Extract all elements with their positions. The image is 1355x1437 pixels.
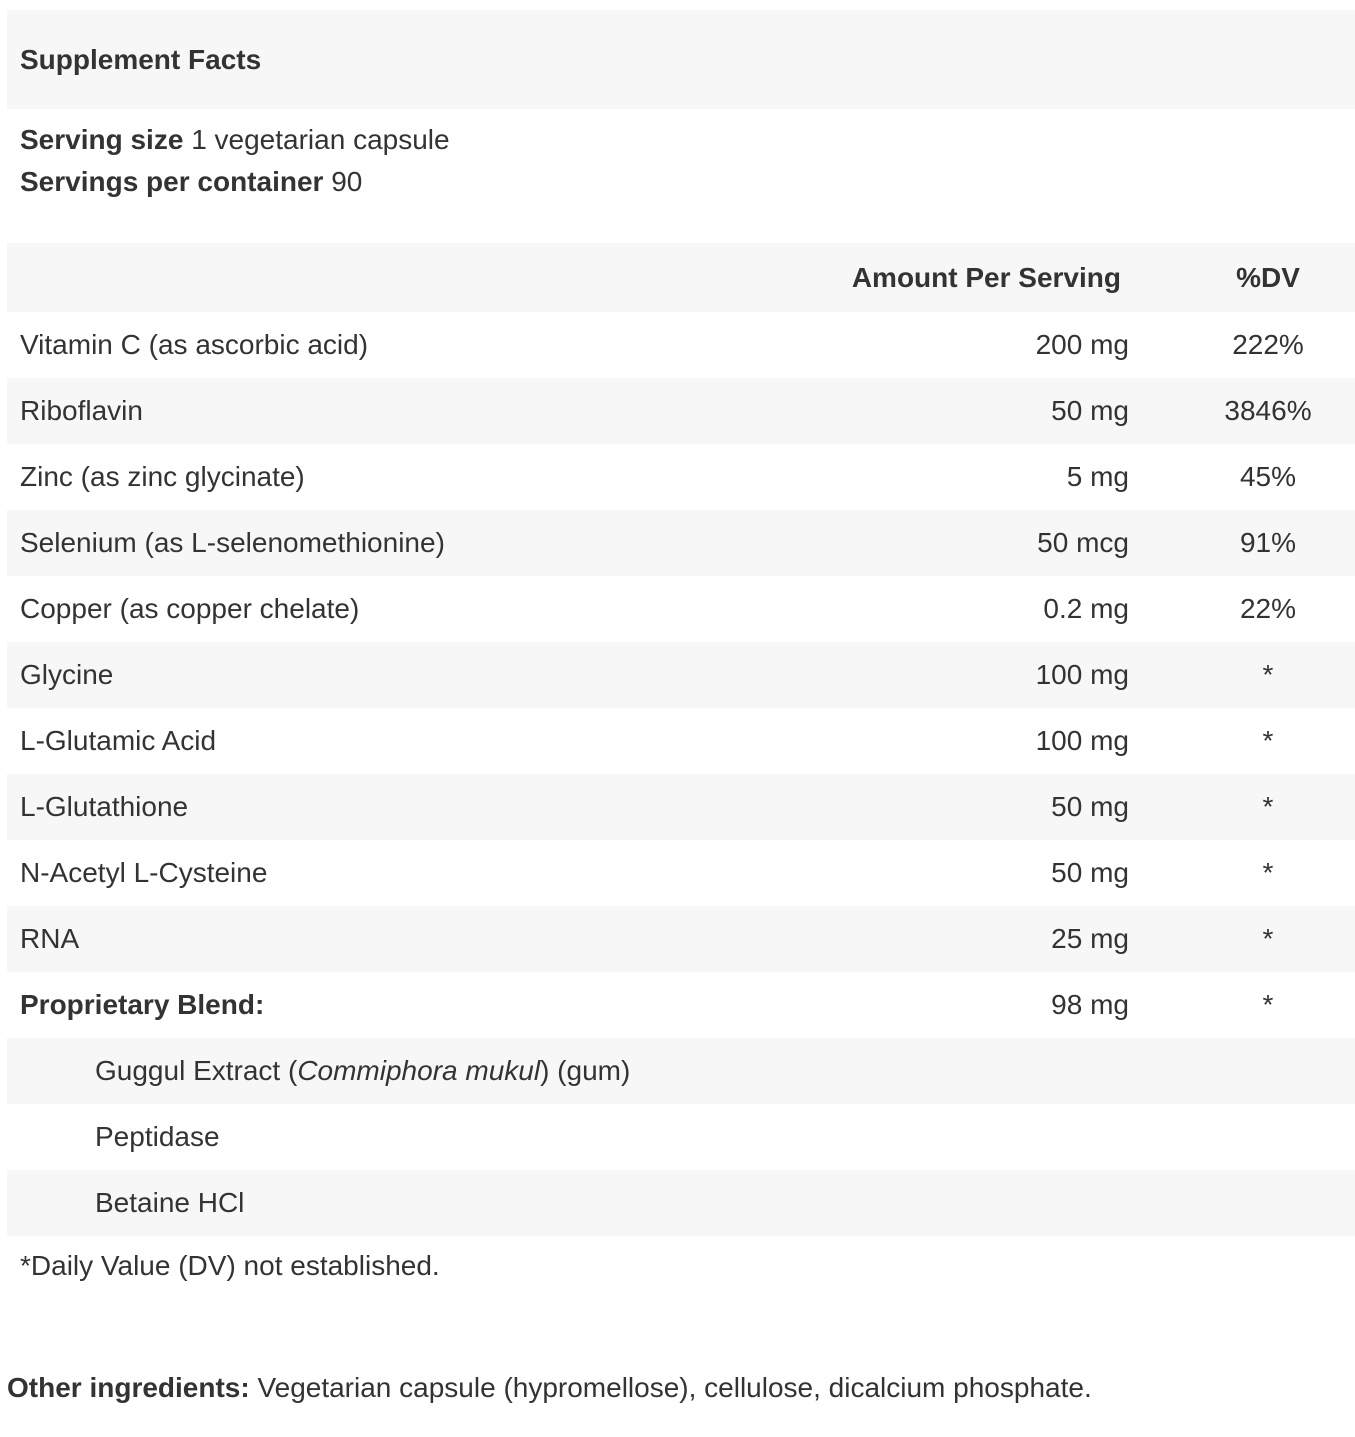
row-name: Proprietary Blend: bbox=[20, 989, 265, 1020]
table-row bbox=[7, 906, 1355, 972]
row-dv: 45% bbox=[1239, 461, 1297, 492]
row-amount: 100 mg bbox=[1035, 659, 1129, 690]
row-name: Peptidase bbox=[95, 1121, 220, 1152]
table-row-proprietary-blend bbox=[7, 972, 1355, 1038]
row-name: Riboflavin bbox=[20, 395, 143, 426]
row-name: Zinc (as zinc glycinate) bbox=[20, 461, 305, 492]
serving-size-label: Serving size bbox=[20, 124, 184, 155]
servings-per-container-line bbox=[20, 166, 362, 198]
row-dv: * bbox=[1262, 989, 1274, 1020]
row-name: L-Glutathione bbox=[20, 791, 189, 822]
table-row bbox=[7, 510, 1355, 576]
row-dv: * bbox=[1262, 725, 1274, 756]
header-dv: %DV bbox=[1236, 261, 1300, 293]
row-amount: 50 mg bbox=[1051, 395, 1129, 426]
row-name: Glycine bbox=[20, 659, 114, 690]
other-ingredients bbox=[7, 1372, 1092, 1404]
row-dv: * bbox=[1262, 791, 1274, 822]
row-name: N-Acetyl L-Cysteine bbox=[20, 857, 268, 888]
servings-per-container-value: 90 bbox=[331, 166, 363, 197]
row-amount: 50 mcg bbox=[1037, 527, 1129, 558]
row-dv: * bbox=[1262, 857, 1274, 888]
row-amount: 98 mg bbox=[1051, 989, 1129, 1020]
other-ingredients-label: Other ingredients: bbox=[7, 1372, 250, 1403]
table-row bbox=[7, 708, 1355, 774]
row-name: RNA bbox=[20, 923, 80, 954]
other-ingredients-value: Vegetarian capsule (hypromellose), cellulose, dicalcium phosphate. bbox=[257, 1372, 1092, 1403]
row-amount: 50 mg bbox=[1051, 791, 1129, 822]
table-row bbox=[7, 642, 1355, 708]
table-row bbox=[7, 444, 1355, 510]
row-amount: 25 mg bbox=[1051, 923, 1129, 954]
row-name: Guggul Extract (Commiphora mukul) (gum) bbox=[95, 1055, 631, 1086]
blend-row-guggul bbox=[7, 1038, 1355, 1104]
row-name: Selenium (as L-selenomethionine) bbox=[20, 527, 445, 558]
row-dv: * bbox=[1262, 659, 1274, 690]
row-name: Copper (as copper chelate) bbox=[20, 593, 360, 624]
row-amount: 5 mg bbox=[1066, 461, 1129, 492]
serving-size-value: 1 vegetarian capsule bbox=[191, 124, 450, 155]
table-row bbox=[7, 312, 1355, 378]
row-name: Vitamin C (as ascorbic acid) bbox=[20, 329, 369, 360]
serving-size-line bbox=[20, 124, 450, 156]
row-name: Betaine HCl bbox=[95, 1187, 245, 1218]
table-row bbox=[7, 774, 1355, 840]
header-amount: Amount Per Serving bbox=[851, 261, 1121, 293]
row-dv: 222% bbox=[1232, 329, 1304, 360]
table-row bbox=[7, 576, 1355, 642]
row-dv: * bbox=[1262, 923, 1274, 954]
row-amount: 100 mg bbox=[1035, 725, 1129, 756]
row-amount: 0.2 mg bbox=[1043, 593, 1129, 624]
row-dv: 91% bbox=[1239, 527, 1297, 558]
row-amount: 50 mg bbox=[1051, 857, 1129, 888]
table-header bbox=[7, 243, 1355, 312]
dv-footnote: *Daily Value (DV) not established. bbox=[20, 1250, 440, 1281]
page-title: Supplement Facts bbox=[20, 43, 262, 75]
row-name: L-Glutamic Acid bbox=[20, 725, 217, 756]
table-row bbox=[7, 378, 1355, 444]
row-dv: 3846% bbox=[1224, 395, 1312, 426]
table-row bbox=[7, 840, 1355, 906]
servings-per-container-label: Servings per container bbox=[20, 166, 324, 197]
blend-row-peptidase bbox=[7, 1104, 1355, 1170]
blend-row-betaine bbox=[7, 1170, 1355, 1236]
row-dv: 22% bbox=[1239, 593, 1297, 624]
row-amount: 200 mg bbox=[1035, 329, 1129, 360]
title-bar bbox=[7, 10, 1355, 109]
